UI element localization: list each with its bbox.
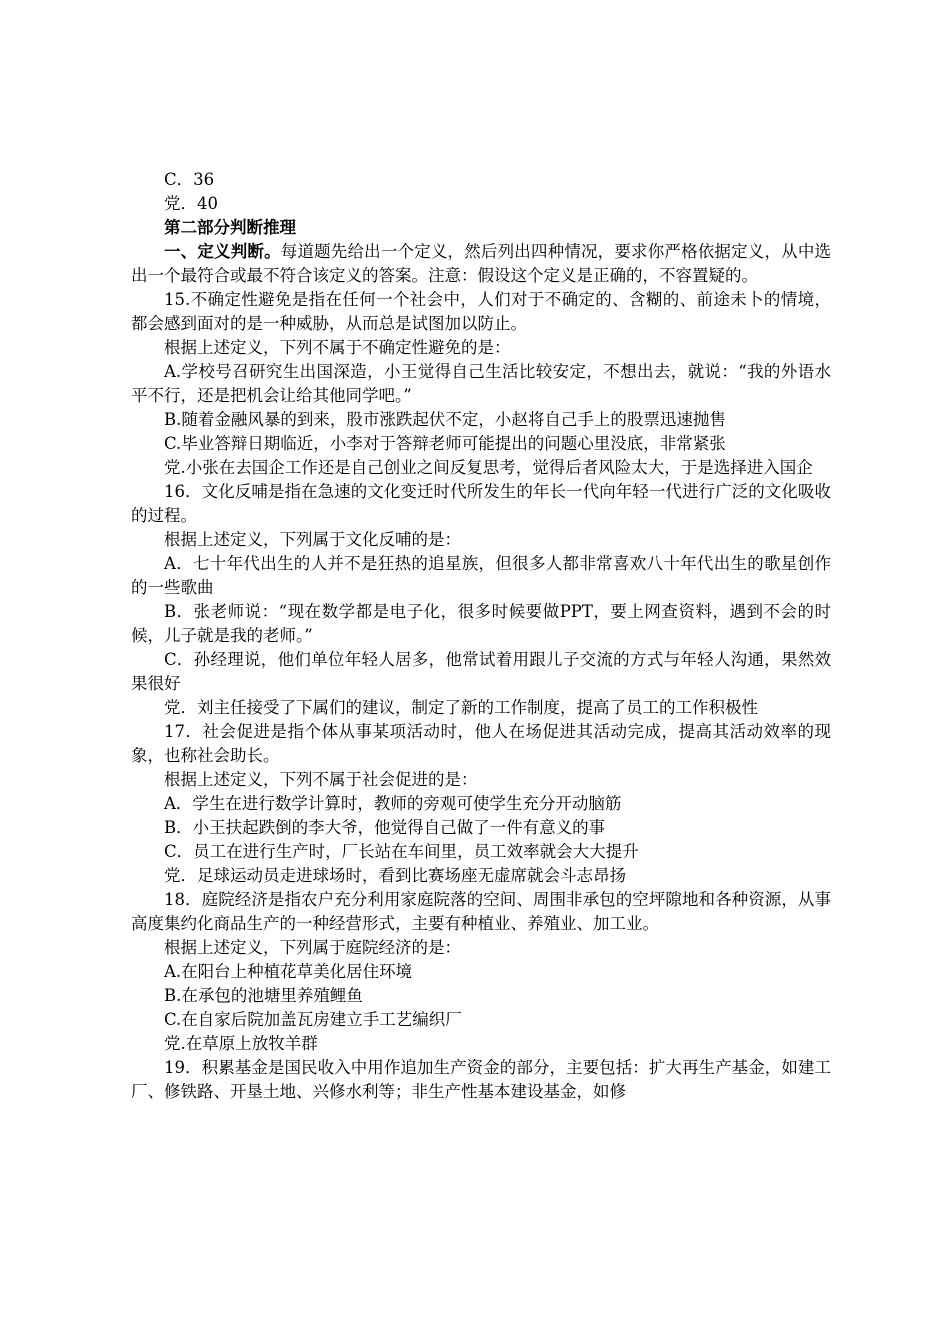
intro-heading: 一、定义判断。 [164, 242, 281, 261]
question-17-option-b: B．小王扶起跌倒的李大爷，他觉得自己做了一件有意义的事 [164, 818, 606, 837]
option-c-prev: C．36 [164, 170, 215, 189]
question-18-option-c: C.在自家后院加盖瓦房建立手工艺编织厂 [164, 1010, 462, 1029]
question-15-option-a: A.学校号召研究生出国深造，小王觉得自己生活比较安定，不想出去，就说：“我的外语水平不行，还是把机会让给其他同学吧。” [131, 362, 831, 405]
question-17-option-d: 党．足球运动员走进球场时，看到比赛场座无虚席就会斗志昂扬 [164, 866, 626, 885]
question-16-option-b: B．张老师说：“现在数学都是电子化，很多时候要做PPT，要上网查资料，遇到不会的时候，儿子就是我的老师。” [131, 602, 831, 645]
question-16-stem: 16．文化反哺是指在急速的文化变迁时代所发生的年长一代向年轻一代进行广泛的文化吸收的过程。 [131, 482, 831, 525]
question-16-ask: 根据上述定义，下列属于文化反哺的是： [164, 530, 461, 549]
section-intro [131, 240, 831, 288]
question-18-ask: 根据上述定义，下列属于庭院经济的是： [164, 938, 461, 957]
section-title: 第二部分判断推理 [164, 218, 296, 237]
question-15-stem: 15.不确定性避免是指在任何一个社会中，人们对于不确定的、含糊的、前途未卜的情境，都会感到面对的是一种威胁，从而总是试图加以防止。 [131, 290, 831, 333]
question-18-option-a: A.在阳台上种植花草美化居住环境 [164, 962, 413, 981]
question-18-option-b: B.在承包的池塘里养殖鲤鱼 [164, 986, 363, 1005]
question-16-option-c: C．孙经理说，他们单位年轻人居多，他常试着用跟儿子交流的方式与年轻人沟通，果然效果很好 [131, 650, 831, 693]
document-page [131, 168, 831, 1104]
question-15-option-b: B.随着金融风暴的到来，股市涨跌起伏不定，小赵将自己手上的股票迅速抛售 [164, 410, 726, 429]
option-d-prev: 党．40 [164, 194, 218, 213]
question-15-option-c: C.毕业答辩日期临近，小李对于答辩老师可能提出的问题心里没底，非常紧张 [164, 434, 726, 453]
intro-text: 每道题先给出一个定义，然后列出四种情况，要求你严格依据定义，从中选出一个最符合或最不符合该定义的答案。注意：假设这个定义是正确的，不容置疑的。 [131, 242, 832, 285]
question-17-option-a: A．学生在进行数学计算时，教师的旁观可使学生充分开动脑筋 [164, 794, 622, 813]
question-17-ask: 根据上述定义，下列不属于社会促进的是： [164, 770, 478, 789]
question-16-option-a: A．七十年代出生的人并不是狂热的追星族，但很多人都非常喜欢八十年代出生的歌星创作的一些歌曲 [131, 554, 831, 597]
question-17-stem: 17．社会促进是指个体从事某项活动时，他人在场促进其活动完成，提高其活动效率的现象，也称社会助长。 [131, 722, 831, 765]
question-15-option-d: 党.小张在去国企工作还是自己创业之间反复思考，觉得后者风险太大，于是选择进入国企 [164, 458, 813, 477]
question-18-stem: 18．庭院经济是指农户充分利用家庭院落的空间、周围非承包的空坪隙地和各种资源，从事高度集约化商品生产的一种经营形式，主要有种植业、养殖业、加工业。 [131, 890, 831, 933]
question-19-stem: 19．积累基金是国民收入中用作追加生产资金的部分，主要包括：扩大再生产基金，如建工厂、修铁路、开垦土地、兴修水利等；非生产性基本建设基金，如修 [131, 1058, 831, 1101]
question-16-option-d: 党．刘主任接受了下属们的建议，制定了新的工作制度，提高了员工的工作积极性 [164, 698, 758, 717]
question-15-ask: 根据上述定义，下列不属于不确定性避免的是： [164, 338, 511, 357]
question-18-option-d: 党.在草原上放牧羊群 [164, 1034, 318, 1053]
question-17-option-c: C．员工在进行生产时，厂长站在车间里，员工效率就会大大提升 [164, 842, 639, 861]
